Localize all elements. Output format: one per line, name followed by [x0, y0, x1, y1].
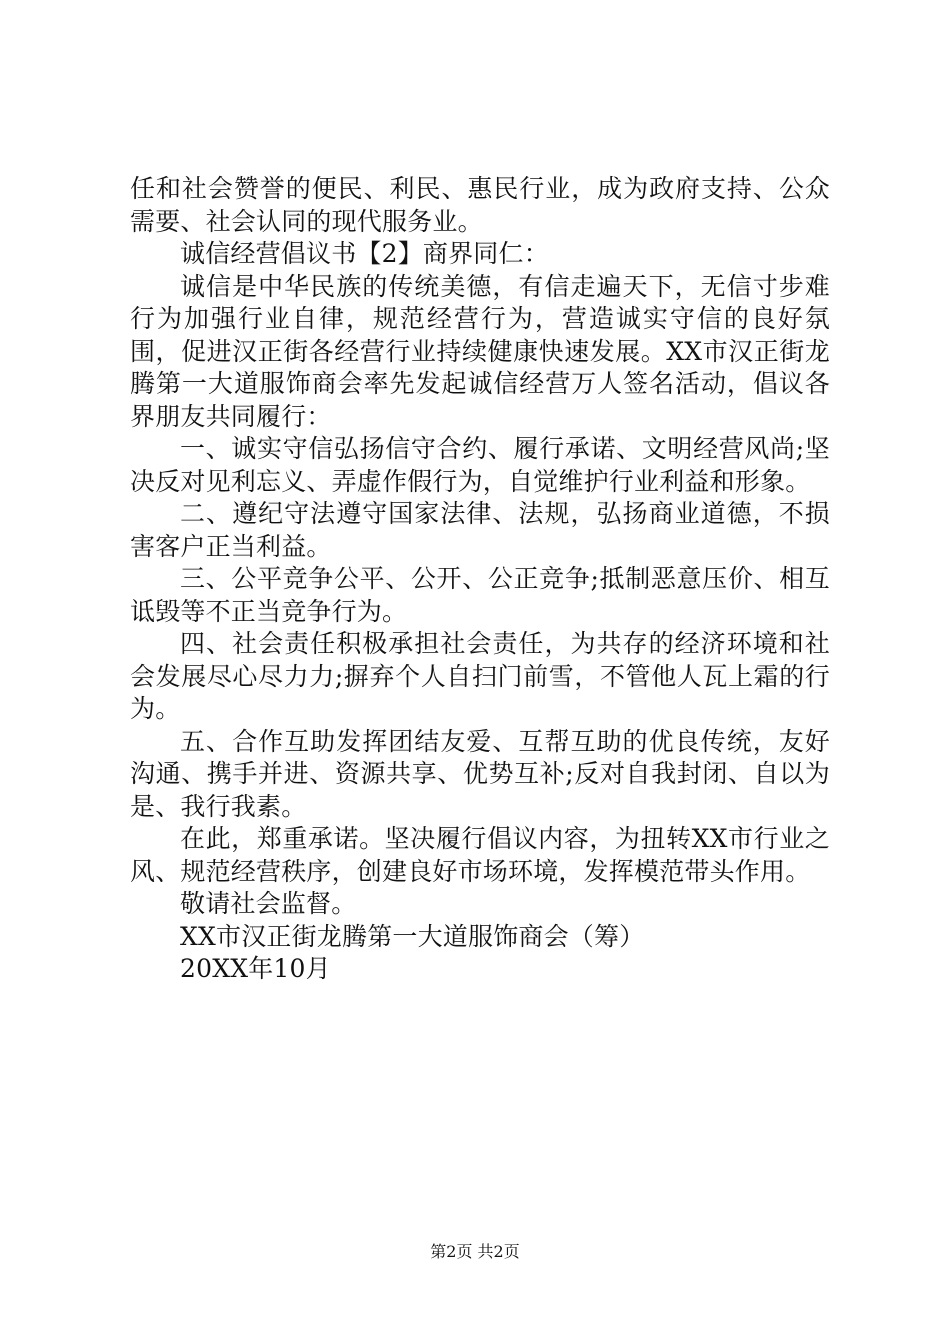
paragraph-item-1: 一、诚实守信弘扬信守合约、履行承诺、文明经营风尚;坚决反对见利忘义、弄虚作假行为，自觉维护行业利益和形象。: [130, 434, 830, 496]
paragraph-heading: 诚信经营倡议书【2】商界同仁：: [180, 239, 549, 268]
document-body: [130, 173, 830, 986]
paragraph-continuation: 任和社会赞誉的便民、利民、惠民行业，成为政府支持、公众需要、社会认同的现代服务业。: [130, 174, 830, 236]
paragraph-item-3: 三、公平竞争公平、公开、公正竞争;抵制恶意压价、相互诋毁等不正当竞争行为。: [130, 564, 830, 626]
paragraph-intro: 诚信是中华民族的传统美德，有信走遍天下，无信寸步难行为加强行业自律，规范经营行为，营造诚实守信的良好氛围，促进汉正街各经营行业持续健康快速发展。XX市汉正街龙腾第一大道服饰商会率先发起诚信经营万人签名活动，倡议各界朋友共同履行：: [130, 271, 830, 431]
signature-organization: XX市汉正街龙腾第一大道服饰商会（筹）: [180, 921, 645, 951]
paragraph-item-4: 四、社会责任积极承担社会责任，为共存的经济环境和社会发展尽心尽力力;摒弃个人自扫门前雪，不管他人瓦上霜的行为。: [130, 629, 830, 723]
paragraph-pledge: 在此，郑重承诺。坚决履行倡议内容，为扭转XX市行业之风、规范经营秩序，创建良好市场环境，发挥模范带头作用。: [130, 824, 830, 886]
page-number-footer: 第2页 共2页: [430, 1242, 520, 1261]
signature-date: 20XX年10月: [180, 954, 331, 983]
paragraph-request: 敬请社会监督。: [180, 889, 357, 918]
paragraph-item-2: 二、遵纪守法遵守国家法律、法规，弘扬商业道德，不损害客户正当利益。: [130, 499, 830, 561]
paragraph-item-5: 五、合作互助发挥团结友爱、互帮互助的优良传统，友好沟通、携手并进、资源共享、优势互补;反对自我封闭、自以为是、我行我素。: [130, 726, 830, 821]
